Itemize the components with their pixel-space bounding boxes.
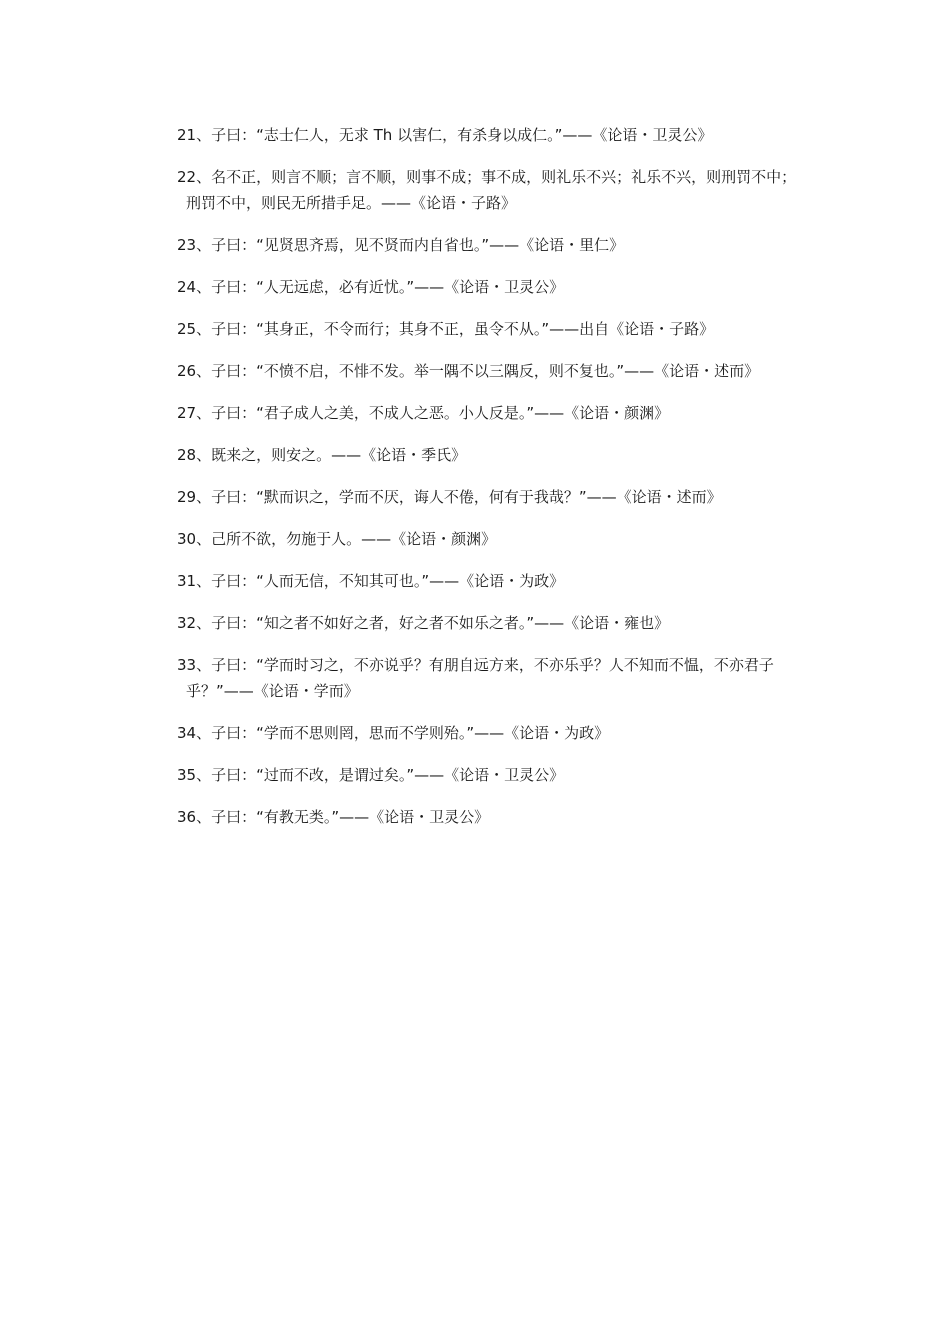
quote-29: 29、子曰：“默而识之，学而不厌，诲人不倦，何有于我哉？”——《论语・述而》	[177, 488, 722, 506]
quote-30: 30、己所不欲，勿施于人。——《论语・颜渊》	[177, 530, 497, 548]
quote-22: 22、名不正，则言不顺；言不顺，则事不成；事不成，则礼乐不兴；礼乐不兴，则刑罚不中；刑罚不中，则民无所措手足。——《论语・子路》	[177, 168, 797, 212]
quote-23: 23、子曰：“见贤思齐焉，见不贤而内自省也。”——《论语・里仁》	[177, 236, 625, 254]
quote-35: 35、子曰：“过而不改，是谓过矣。”——《论语・卫灵公》	[177, 766, 565, 784]
quote-33: 33、子曰：“学而时习之，不亦说乎？有朋自远方来，不亦乐乎？人不知而不愠，不亦君子乎？”——《论语・学而》	[177, 656, 774, 700]
quote-32: 32、子曰：“知之者不如好之者，好之者不如乐之者。”——《论语・雍也》	[177, 614, 670, 632]
quote-34: 34、子曰：“学而不思则罔，思而不学则殆。”——《论语・为政》	[177, 724, 610, 742]
quote-31: 31、子曰：“人而无信，不知其可也。”——《论语・为政》	[177, 572, 565, 590]
quote-27: 27、子曰：“君子成人之美，不成人之恶。小人反是。”——《论语・颜渊》	[177, 404, 670, 422]
quote-24: 24、子曰：“人无远虑，必有近忧。”——《论语・卫灵公》	[177, 278, 565, 296]
quote-26: 26、子曰：“不愤不启，不悱不发。举一隅不以三隅反，则不复也。”——《论语・述而》	[177, 362, 760, 380]
quote-36: 36、子曰：“有教无类。”——《论语・卫灵公》	[177, 808, 490, 826]
quote-25: 25、子曰：“其身正，不令而行；其身不正，虽令不从。”——出自《论语・子路》	[177, 320, 715, 338]
quote-list	[177, 122, 807, 846]
quote-21: 21、子曰：“志士仁人，无求 Th 以害仁，有杀身以成仁。”——《论语・卫灵公》	[177, 126, 713, 144]
quote-28: 28、既来之，则安之。——《论语・季氏》	[177, 446, 467, 464]
